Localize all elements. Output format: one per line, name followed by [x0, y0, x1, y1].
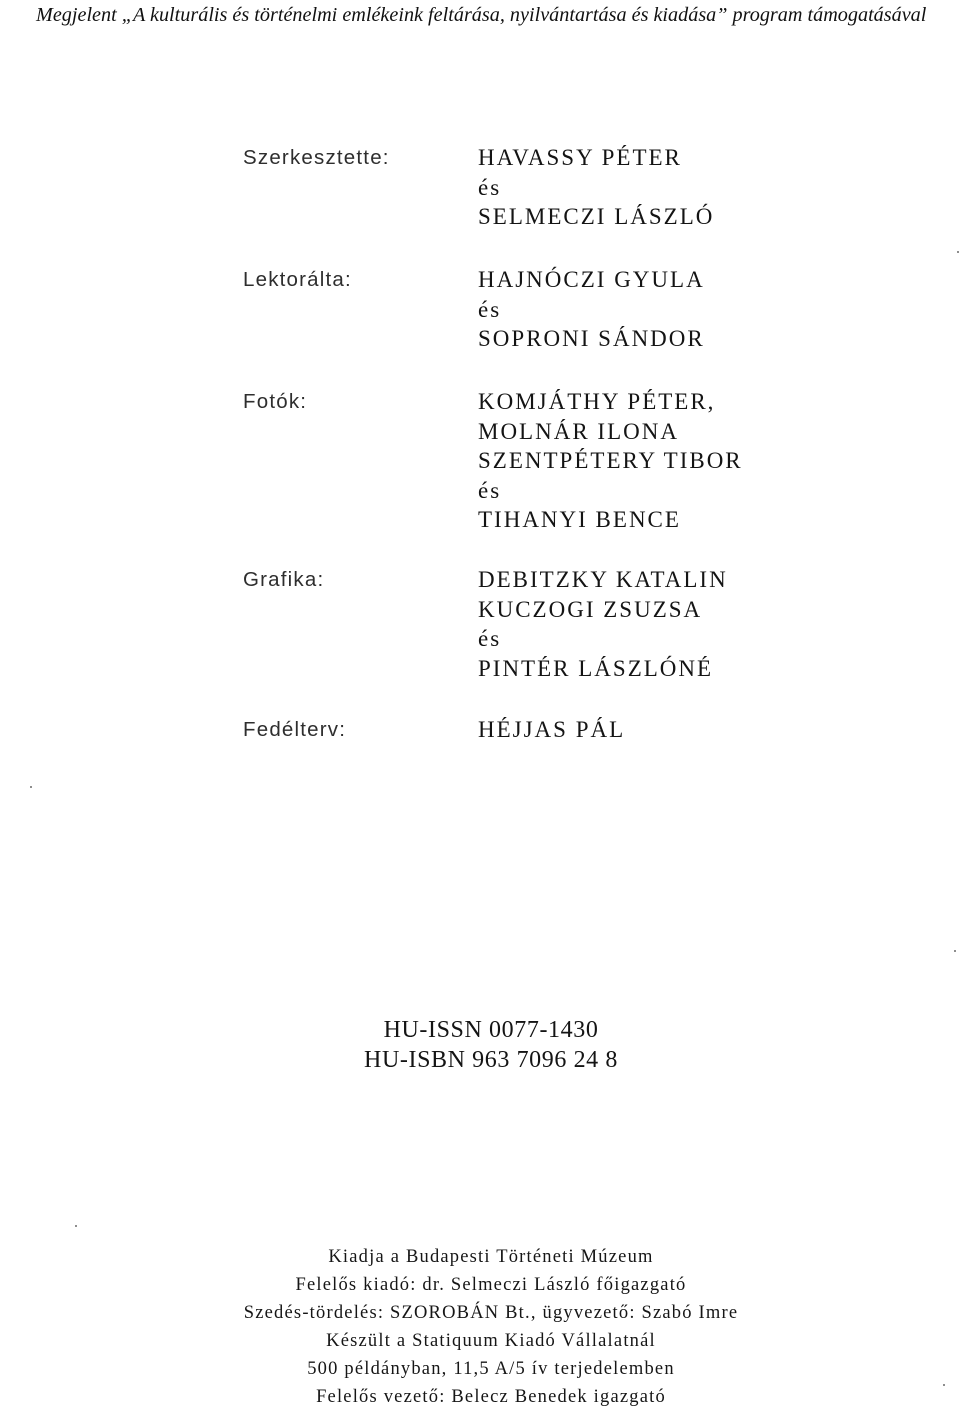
imprint-block: [22, 1243, 960, 1411]
scan-speck: [954, 950, 956, 952]
credit-value: SZENTPÉTERY TIBOR: [478, 448, 743, 473]
credit-label: Fedélterv:: [243, 718, 347, 741]
credit-value: TIHANYI BENCE: [478, 507, 681, 532]
scan-speck: [30, 786, 32, 788]
funding-note: Megjelent „A kulturális és történelmi emlékeink feltárása, nyilvántartása és kiadása” program támogatásával: [36, 4, 927, 26]
conjunction-text: és: [478, 296, 502, 322]
credit-group-graphics: [243, 565, 903, 715]
credit-label: Lektorálta:: [243, 268, 352, 291]
credit-values: [478, 143, 714, 232]
credit-values: [478, 265, 705, 354]
credit-value: DEBITZKY KATALIN: [478, 567, 728, 592]
credit-value: SOPRONI SÁNDOR: [478, 326, 705, 351]
conjunction-text: és: [478, 477, 502, 503]
imprint-line: Kiadja a Budapesti Történeti Múzeum: [328, 1247, 654, 1267]
credit-value: MOLNÁR ILONA: [478, 418, 679, 444]
credit-group-photos: [243, 387, 903, 537]
imprint-line: Felelős vezető: Belecz Benedek igazgató: [316, 1387, 666, 1407]
credit-value: KOMJÁTHY PÉTER,: [478, 389, 716, 414]
credit-label: Grafika:: [243, 568, 325, 591]
credit-value: PINTÉR LÁSZLÓNÉ: [478, 655, 714, 681]
isbn-line: HU-ISBN 963 7096 24 8: [364, 1047, 618, 1073]
scan-speck: [957, 251, 959, 253]
scan-speck: [943, 1384, 945, 1386]
imprint-line: Felelős kiadó: dr. Selmeczi László főigazgató: [295, 1275, 687, 1295]
credit-values: [478, 715, 625, 745]
imprint-line: Szedés-tördelés: SZOROBÁN Bt., ügyvezető: Szabó Imre: [243, 1303, 739, 1323]
credit-value: HAVASSY PÉTER: [478, 145, 682, 170]
credit-label: Szerkesztette:: [243, 146, 390, 169]
credit-values: [478, 565, 728, 683]
issn-line: HU-ISSN 0077-1430: [383, 1017, 599, 1043]
credit-value: SELMECZI LÁSZLÓ: [478, 204, 715, 229]
conjunction-text: és: [478, 174, 502, 200]
credit-group-cover-design: [243, 715, 903, 865]
identifiers-block: [22, 1015, 960, 1075]
imprint-line: 500 példányban, 11,5 A/5 ív terjedelemben: [307, 1359, 675, 1379]
credit-value: KUCZOGI ZSUZSA: [478, 596, 703, 622]
scan-speck: [75, 1225, 77, 1227]
credit-values: [478, 387, 743, 535]
credit-value: HAJNÓCZI GYULA: [478, 267, 705, 292]
conjunction-text: és: [478, 626, 502, 651]
imprint-line: Készült a Statiquum Kiadó Vállalatnál: [326, 1331, 656, 1351]
credit-label: Fotók:: [243, 390, 308, 413]
credit-value: HÉJJAS PÁL: [478, 717, 626, 742]
